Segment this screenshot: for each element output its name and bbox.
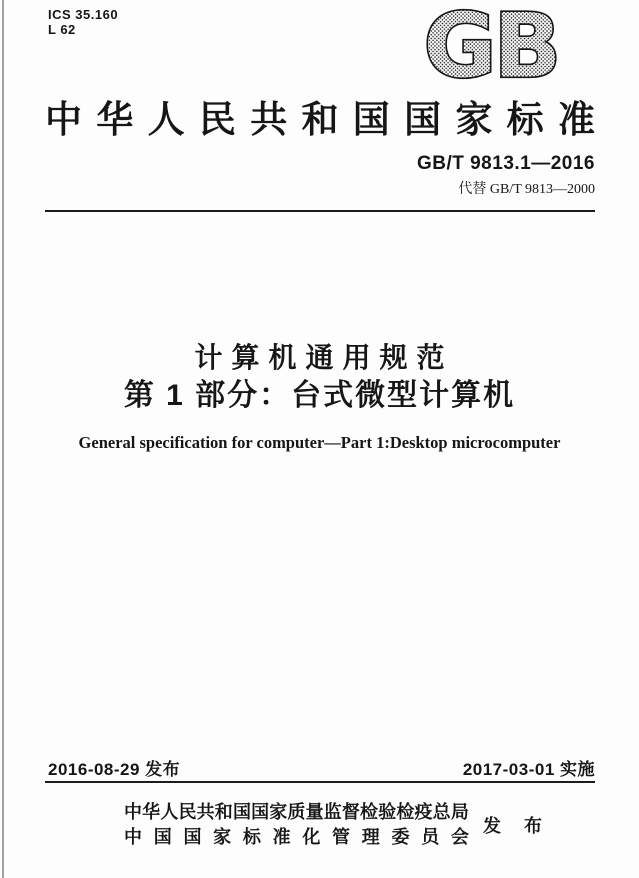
issue-date: 2016-08-29 发布 [48,760,181,779]
publisher-names [124,800,469,850]
standard-number-block [417,153,595,198]
replaces-note: 代替 GB/T 9813—2000 [458,182,595,197]
ics-code: ICS 35.160 [48,7,119,22]
date-row [48,755,595,780]
publish-label: 发 布 [483,816,552,836]
title-cn-line1: 计算机通用规范 [194,342,454,373]
standard-number: GB/T 9813.1—2016 [416,153,595,174]
classification-code: L 62 [48,22,76,37]
publisher-line1: 中 华 人 民 共 和 国 国 家 质 量 监 督 检 验 检 疫 总 局 [124,802,469,822]
publisher-line2: 中 国 国 家 标 准 化 管 理 委 员 会 [124,827,469,847]
gb-logo [421,2,561,88]
gb-logo-text: GB [423,2,559,88]
header-rule [45,210,595,212]
title-cn-line2: 第 1 部分：台式微型计算机 [123,379,516,412]
title-en: General specification for computer—Part 1:Desktop microcomputer [78,433,561,452]
footer-rule [45,781,595,783]
ics-block [48,7,118,37]
publisher-block [124,800,551,850]
national-standard-heading: 中 华 人 民 共 和 国 国 家 标 准 [45,100,595,141]
implementation-date: 2017-03-01 实施 [462,760,595,779]
